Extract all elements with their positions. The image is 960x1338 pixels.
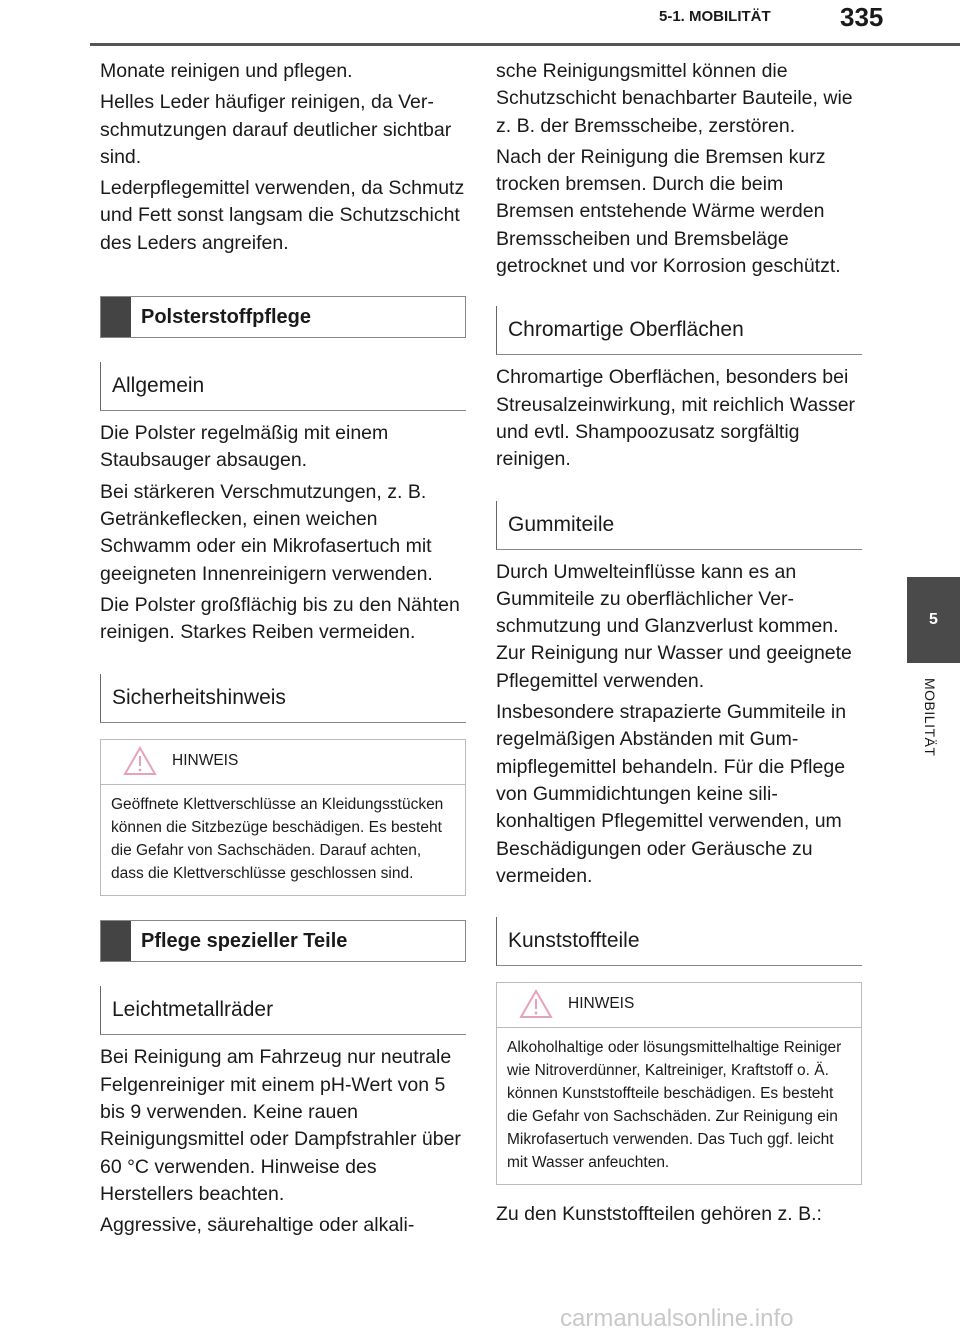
header-rule xyxy=(90,43,960,46)
paragraph: Die Polster großflächig bis zu den Nähten reinigen. Starkes Reiben vermeiden. xyxy=(100,593,460,644)
right-column xyxy=(496,56,862,1228)
paragraph: Zu den Kunststoffteilen gehören z. B.: xyxy=(496,1203,822,1226)
chapter-tab: 5 xyxy=(907,577,960,663)
paragraph: Nach der Reinigung die Bremsen kurz trocken bremsen. Durch die beim Bremsen entstehende Wärme werden Bremsscheiben und Bremsbeläge getrocknet und vor Korrosion geschützt. xyxy=(496,145,841,278)
warning-icon xyxy=(123,746,157,776)
paragraph: Bei Reinigung am Fahrzeug nur neutrale Felgenreiniger mit einem pH-Wert von 5 bis 9 verwenden. Keine rauen Reinigungsmittel oder Dampfstrahler über 60 °C verwenden. Hinweise des Herstellers beachten. xyxy=(100,1046,461,1205)
notice-header xyxy=(101,740,465,785)
paragraph: Chromartige Oberflächen, besonders bei Streusalzeinwirkung, mit reichlich Wasser und evtl. Shampoozusatz sorgfältig reinigen. xyxy=(496,366,856,471)
section-heading xyxy=(100,920,466,962)
paragraph: Monate reinigen und pflegen. xyxy=(100,60,353,82)
heading-text: Leichtmetallräder xyxy=(112,998,274,1022)
heading-text: Pflege spezieller Teile xyxy=(141,929,348,952)
paragraph: Aggressive, säurehaltige oder alkali- xyxy=(100,1214,415,1237)
subsection-heading xyxy=(496,917,862,966)
subsection-heading xyxy=(100,674,466,723)
heading-text: Allgemein xyxy=(112,374,205,398)
notice-label: HINWEIS xyxy=(172,752,239,770)
subsection-heading xyxy=(496,306,862,355)
paragraph: Insbesondere strapazierte Gummiteile in regelmäßigen Abständen mit Gummipflegemittel behandeln. Für die Pflege von Gummidichtungen keine silikonhaltigen Pflegemittel verwenden, um Beschädigungen oder Geräusche zu vermeiden. xyxy=(496,701,847,887)
paragraph: Durch Umwelteinflüsse kann es an Gummiteile zu oberflächlicher Verschmutzung und Glanzverlust kommen. Zur Reinigung nur Wasser und geeignete Pflegemittel verwenden. xyxy=(496,560,852,692)
section-heading xyxy=(100,296,466,338)
notice-box xyxy=(100,739,466,896)
notice-header xyxy=(497,983,861,1028)
page-number: 335 xyxy=(840,2,884,32)
heading-bar xyxy=(101,921,131,961)
notice-text: Alkoholhaltige oder lösungsmittelhaltige Reiniger wie Nitroverdünner, Kaltreiniger, Kraftstoff o. Ä. können Kunststoffteile beschädigen. Es besteht die Gefahr von Sachschäden. Zur Reinigung ein Mikrofasertuch verwenden. Das Tuch ggf. leicht mit Wasser anfeuchten. xyxy=(507,1039,842,1172)
paragraph: Lederpflegemittel verwenden, da Schmutz und Fett sonst langsam die Schutzschicht des Leders angreifen. xyxy=(100,177,465,254)
heading-bar xyxy=(101,297,131,337)
paragraph: Die Polster regelmäßig mit einem Staubsauger absaugen. xyxy=(100,422,389,472)
heading-text: Kunststoffteile xyxy=(508,929,640,953)
heading-text: Gummiteile xyxy=(508,512,615,536)
subsection-heading xyxy=(496,501,862,550)
paragraph: sche Reinigungsmittel können die Schutzschicht benachbarter Bauteile, wie z. B. der Bremsscheibe, zerstören. xyxy=(496,60,853,137)
notice-box xyxy=(496,982,862,1185)
watermark: carmanualsonline.info xyxy=(560,1305,794,1332)
paragraph: Helles Leder häufiger reinigen, da Verschmutzungen darauf deutlicher sichtbar sind. xyxy=(100,91,452,168)
chapter-label: MOBILITÄT xyxy=(922,678,938,757)
heading-text: Chromartige Oberflächen xyxy=(508,318,744,342)
notice-text: Geöffnete Klettverschlüsse an Kleidungsstücken können die Sitzbezüge beschädigen. Es besteht die Gefahr von Sachschäden. Darauf achten, dass die Klettverschlüsse geschlossen sind. xyxy=(111,796,444,883)
notice-label: HINWEIS xyxy=(568,995,635,1013)
left-column xyxy=(100,56,466,1240)
warning-icon xyxy=(519,989,553,1019)
heading-text: Polsterstoffpflege xyxy=(141,305,312,328)
section-title: 5-1. MOBILITÄT xyxy=(659,8,771,25)
subsection-heading xyxy=(100,362,466,411)
paragraph: Bei stärkeren Verschmutzungen, z. B. Getränkeflecken, einen weichen Schwamm oder ein Mikrofasertuch mit geeigneten Innenreinigern verwenden. xyxy=(100,480,433,585)
heading-text: Sicherheitshinweis xyxy=(112,686,286,710)
subsection-heading xyxy=(100,986,466,1035)
